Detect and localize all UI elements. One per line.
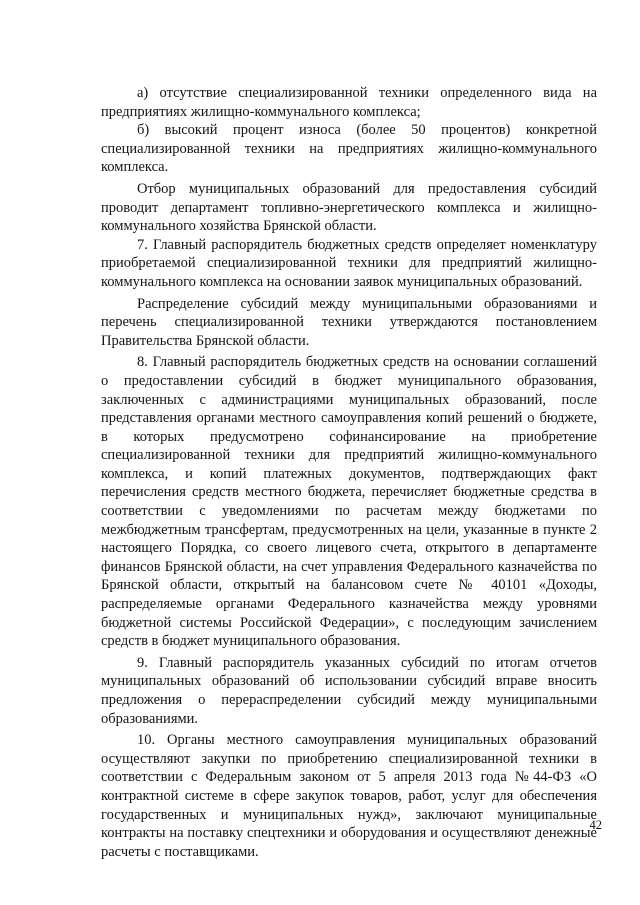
paragraph-8: 8. Главный распорядитель бюджетных средств на основании соглашений о предоставлении субсидий в бюджет муниципального образования, заключенных с администрациями муниципальных образований, после представления органами местного самоуправления копий решений о бюджете, в которых предусмотрено софинансирование на приобретение специализированной техники для предприятий жилищно-коммунального комплекса, и копий платежных документов, подтверждающих факт перечисления средств местного бюджета, перечисляет бюджетные средства в соответствии с уведомлениями по расчетам между бюджетами по межбюджетным трансфертам, предусмотренных на цели, указанные в пункте 2 настоящего Порядка, со своего лицевого счета, открытого в департаменте финансов Брянской области, на счет управления Федерального казначейства по Брянской области, открытый на балансовом счете № 40101 «Доходы, распределяемые органами Федерального казначейства между уровнями бюджетной системы Российской Федерации», с последующим зачислением средств в бюджет муниципального образования. [101, 354, 597, 650]
paragraph-9: 9. Главный распорядитель указанных субсидий по итогам отчетов муниципальных образований об использовании субсидий вправе вносить предложения о перераспределении субсидий между муниципальными образованиями. [101, 654, 597, 727]
paragraph-item-a: а) отсутствие специализированной техники определенного вида на предприятиях жилищно-коммунального комплекса; [101, 85, 597, 120]
paragraph-10: 10. Органы местного самоуправления муниципальных образований осуществляют закупки по приобретению специализированной техники в соответствии с Федеральным законом от 5 апреля 2013 года №44-ФЗ «О контрактной системе в сфере закупок товаров, работ, услуг для обеспечения государственных и муниципальных нужд», заключают муниципальные контракты на поставку спецтехники и оборудования и осуществляют денежные расчеты с поставщиками. [101, 732, 597, 860]
paragraph-distribution: Распределение субсидий между муниципальными образованиями и перечень специализированной техники утверждаются постановлением Правительства Брянской области. [101, 295, 597, 349]
paragraph-7: 7. Главный распорядитель бюджетных средств определяет номенклатуру приобретаемой специализированной техники для предприятий жилищно-коммунального комплекса на основании заявок муниципальных образований. [101, 236, 597, 290]
page-number: 42 [589, 818, 602, 832]
document-body [101, 84, 597, 861]
paragraph-item-b: б) высокий процент износа (более 50 процентов) конкретной специализированной техники на предприятиях жилищно-коммунального комплекса. [101, 122, 597, 176]
paragraph-selection: Отбор муниципальных образований для предоставления субсидий проводит департамент топливно-энергетического комплекса и жилищно-коммунального хозяйства Брянской области. [101, 180, 597, 235]
